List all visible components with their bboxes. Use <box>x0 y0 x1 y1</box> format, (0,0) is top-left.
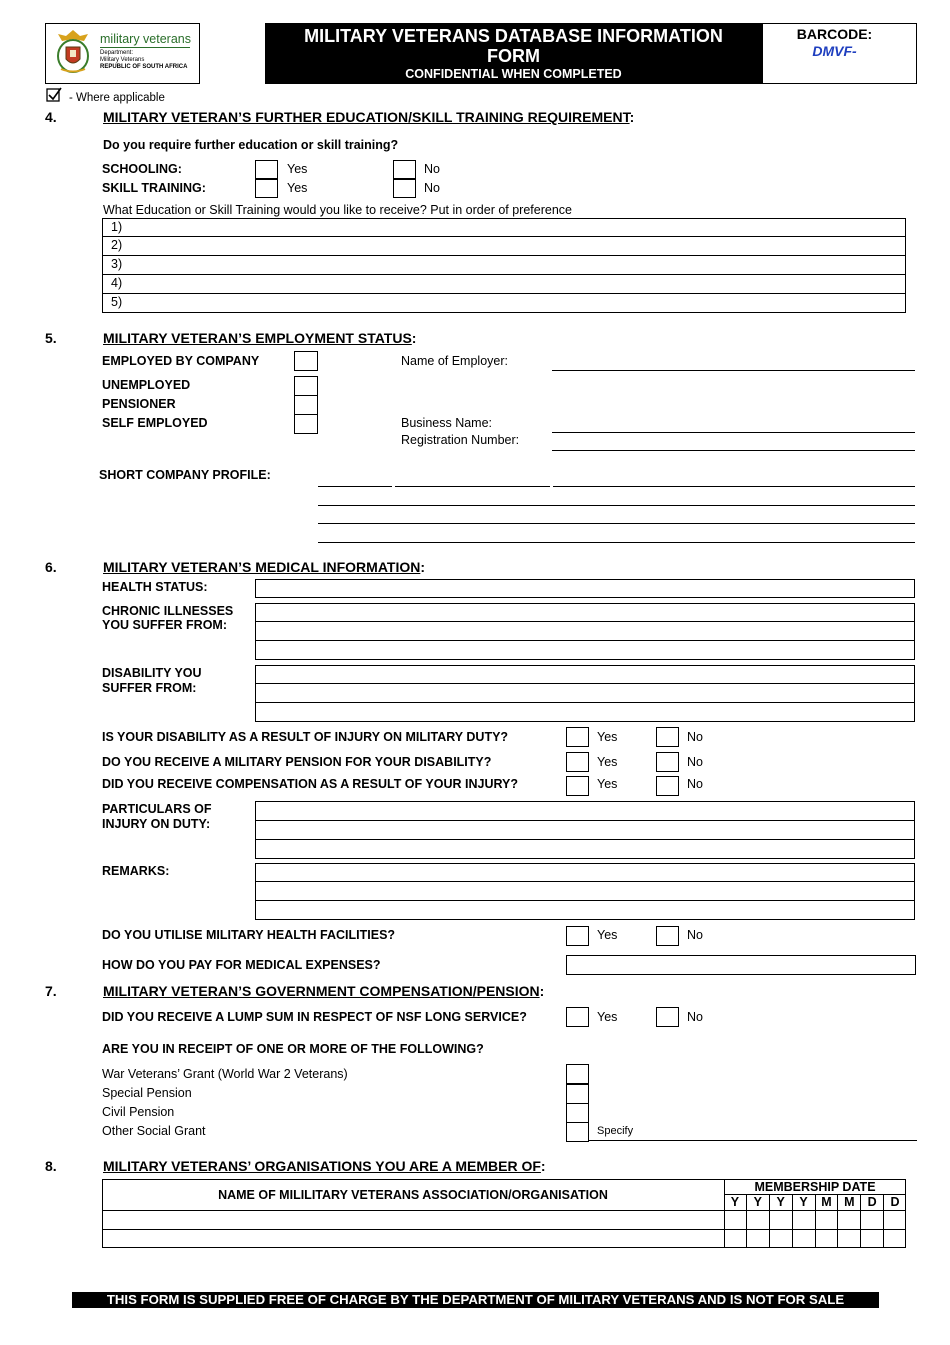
remarks-input-2[interactable] <box>255 882 915 901</box>
pension-question: DO YOU RECEIVE A MILITARY PENSION FOR YOUR DISABILITY? <box>102 755 492 769</box>
duty-no-label: No <box>687 730 703 744</box>
logo-line3: REPUBLIC OF SOUTH AFRICA <box>100 64 188 70</box>
chronic-input-2[interactable] <box>255 622 915 641</box>
health-status-input[interactable] <box>255 579 915 598</box>
date-cell-d1 <box>861 1194 884 1248</box>
facilities-yes-checkbox[interactable] <box>566 926 589 946</box>
pension-no-label: No <box>687 755 703 769</box>
business-name-label: Business Name: <box>401 416 493 430</box>
section-7-number: 7. <box>45 983 57 999</box>
section-4-title-colon: : <box>629 109 635 125</box>
lump-sum-no-checkbox[interactable] <box>656 1007 679 1027</box>
company-profile-line-3[interactable] <box>318 523 915 524</box>
preference-row-number: 2) <box>111 238 123 252</box>
preference-row-3[interactable] <box>102 256 906 275</box>
section-8-title-text: MILITARY VETERANS’ ORGANISATIONS YOU ARE A MEMBER OF <box>103 1158 541 1174</box>
section-6-title-text: MILITARY VETERAN’S MEDICAL INFORMATION <box>103 559 421 575</box>
disability-label-line1: DISABILITY YOU <box>102 666 202 680</box>
schooling-no-label: No <box>424 162 440 176</box>
membership-date-header: MEMBERSHIP DATE <box>754 1180 876 1194</box>
section-6-number: 6. <box>45 559 57 575</box>
business-name-input[interactable] <box>552 432 915 433</box>
company-profile-line-1a[interactable] <box>318 486 392 487</box>
registration-input[interactable] <box>552 450 915 451</box>
unemployed-checkbox[interactable] <box>294 376 318 396</box>
company-profile-line-1c[interactable] <box>553 486 915 487</box>
company-profile-line-2[interactable] <box>318 505 915 506</box>
lump-sum-yes-checkbox[interactable] <box>566 1007 589 1027</box>
pension-yes-checkbox[interactable] <box>566 752 589 772</box>
preference-row-number: 3) <box>111 257 123 271</box>
education-question: Do you require further education or skill training? <box>103 138 399 152</box>
skill-yes-label: Yes <box>287 181 308 195</box>
section-6-title-colon: : <box>420 559 426 575</box>
employed-checkbox[interactable] <box>294 351 318 371</box>
disability-input-3[interactable] <box>255 703 915 722</box>
logo-line2: Military Veterans <box>100 57 145 63</box>
grant-item-civil-pension: Civil Pension <box>102 1105 175 1119</box>
grant-item-other-social: Other Social Grant <box>102 1124 206 1138</box>
date-letter: D <box>890 1195 900 1209</box>
duty-yes-checkbox[interactable] <box>566 727 589 747</box>
remarks-label: REMARKS: <box>102 864 170 878</box>
company-profile-line-1b[interactable] <box>395 486 550 487</box>
preference-row-number: 1) <box>111 220 123 234</box>
date-letter: Y <box>776 1195 785 1209</box>
facilities-yes-label: Yes <box>597 928 618 942</box>
section-5-title-colon: : <box>411 330 417 346</box>
schooling-label: SCHOOLING: <box>102 162 182 176</box>
section-7-title <box>103 984 544 998</box>
date-letter: Y <box>753 1195 762 1209</box>
war-veterans-checkbox[interactable] <box>566 1064 589 1084</box>
barcode-box <box>762 23 917 84</box>
date-cell-m1 <box>816 1194 839 1248</box>
org-row-2[interactable] <box>103 1230 723 1247</box>
special-pension-checkbox[interactable] <box>566 1084 589 1104</box>
skill-training-label: SKILL TRAINING: <box>102 181 206 195</box>
employer-label: Name of Employer: <box>401 354 508 368</box>
barcode-value: DMVF- <box>812 43 857 59</box>
legend-text: - Where applicable <box>69 92 165 104</box>
form-subtitle: CONFIDENTIAL WHEN COMPLETED <box>405 67 622 81</box>
section-8-title-colon: : <box>540 1158 546 1174</box>
section-4-number: 4. <box>45 109 57 125</box>
particulars-input-3[interactable] <box>255 840 915 859</box>
org-row-1[interactable] <box>103 1211 723 1229</box>
duty-no-checkbox[interactable] <box>656 727 679 747</box>
logo-brand: military veterans <box>100 32 191 46</box>
pensioner-label: PENSIONER <box>102 397 176 411</box>
particulars-label-line2: INJURY ON DUTY: <box>102 817 211 831</box>
pension-no-checkbox[interactable] <box>656 752 679 772</box>
receipt-question: ARE YOU IN RECEIPT OF ONE OR MORE OF THE FOLLOWING? <box>102 1042 484 1056</box>
employed-label: EMPLOYED BY COMPANY <box>102 354 260 368</box>
skill-yes-checkbox[interactable] <box>255 179 278 198</box>
date-letter: M <box>844 1195 855 1209</box>
barcode-label: BARCODE: <box>796 26 873 42</box>
section-5-title <box>103 331 416 345</box>
date-letter-cells <box>724 1194 906 1248</box>
section-7-title-text: MILITARY VETERAN’S GOVERNMENT COMPENSATION/PENSION <box>103 983 540 999</box>
facilities-no-label: No <box>687 928 703 942</box>
preference-row-5[interactable] <box>102 294 906 313</box>
health-status-label: HEALTH STATUS: <box>102 580 208 594</box>
pension-yes-label: Yes <box>597 755 618 769</box>
skill-no-checkbox[interactable] <box>393 179 416 198</box>
section-4-title-text: MILITARY VETERAN’S FURTHER EDUCATION/SKILL TRAINING REQUIREMENT <box>103 109 630 125</box>
company-profile-label: SHORT COMPANY PROFILE: <box>99 468 271 482</box>
preference-row-number: 5) <box>111 295 123 309</box>
date-cell-m2 <box>838 1194 861 1248</box>
date-letter: D <box>867 1195 877 1209</box>
disability-label-line2: SUFFER FROM: <box>102 681 197 695</box>
civil-pension-checkbox[interactable] <box>566 1103 589 1123</box>
grant-item-special-pension: Special Pension <box>102 1086 192 1100</box>
date-letter: M <box>821 1195 832 1209</box>
schooling-no-checkbox[interactable] <box>393 160 416 179</box>
preference-row-number: 4) <box>111 276 123 290</box>
specify-label: Specify <box>597 1125 634 1137</box>
section-5-title-text: MILITARY VETERAN’S EMPLOYMENT STATUS <box>103 330 412 346</box>
chronic-input-1[interactable] <box>255 603 915 622</box>
disability-input-2[interactable] <box>255 684 915 703</box>
particulars-input-1[interactable] <box>255 801 915 821</box>
other-social-checkbox[interactable] <box>566 1122 589 1142</box>
section-6-title <box>103 560 425 574</box>
disability-input-1[interactable] <box>255 665 915 684</box>
medical-payment-question: HOW DO YOU PAY FOR MEDICAL EXPENSES? <box>102 958 381 972</box>
facilities-no-checkbox[interactable] <box>656 926 679 946</box>
lump-sum-yes-label: Yes <box>597 1010 618 1024</box>
schooling-yes-label: Yes <box>287 162 308 176</box>
compensation-no-label: No <box>687 777 703 791</box>
preference-row-4[interactable] <box>102 275 906 294</box>
coat-of-arms-icon <box>53 27 93 75</box>
section-7-title-colon: : <box>539 983 545 999</box>
grant-item-war-veterans: War Veterans’ Grant (World War 2 Veterans) <box>102 1067 348 1081</box>
org-name-header: NAME OF MILILITARY VETERANS ASSOCIATION/ORGANISATION <box>218 1188 608 1202</box>
chronic-label-line1: CHRONIC ILLNESSES <box>102 604 234 618</box>
duty-yes-label: Yes <box>597 730 618 744</box>
preference-row-1[interactable] <box>102 218 906 237</box>
preference-label: What Education or Skill Training would you like to receive? Put in order of preference <box>103 203 572 217</box>
facilities-question: DO YOU UTILISE MILITARY HEALTH FACILITIES? <box>102 928 396 942</box>
particulars-label-line1: PARTICULARS OF <box>102 802 212 816</box>
chronic-label-line2: YOU SUFFER FROM: <box>102 618 227 632</box>
section-8-title <box>103 1159 546 1173</box>
section-8-number: 8. <box>45 1158 57 1174</box>
form-title-line1: MILITARY VETERANS DATABASE INFORMATION <box>304 26 723 46</box>
date-cell-y1 <box>724 1194 747 1248</box>
form-title-line2: FORM <box>487 46 540 66</box>
unemployed-label: UNEMPLOYED <box>102 378 191 392</box>
chronic-input-3[interactable] <box>255 641 915 660</box>
compensation-yes-checkbox[interactable] <box>566 776 589 796</box>
date-cell-y3 <box>770 1194 793 1248</box>
skill-no-label: No <box>424 181 440 195</box>
logo-line1: Department: <box>100 50 134 56</box>
duty-question: IS YOUR DISABILITY AS A RESULT OF INJURY ON MILITARY DUTY? <box>102 730 509 744</box>
compensation-no-checkbox[interactable] <box>656 776 679 796</box>
specify-input[interactable] <box>589 1140 917 1141</box>
compensation-yes-label: Yes <box>597 777 618 791</box>
company-profile-line-4[interactable] <box>318 542 915 543</box>
remarks-input-1[interactable] <box>255 863 915 882</box>
section-5-number: 5. <box>45 330 57 346</box>
registration-label: Registration Number: <box>401 433 520 447</box>
date-letter: Y <box>799 1195 808 1209</box>
lump-sum-question: DID YOU RECEIVE A LUMP SUM IN RESPECT OF NSF LONG SERVICE? <box>102 1010 527 1024</box>
self-employed-label: SELF EMPLOYED <box>102 416 208 430</box>
checkbox-checked-icon <box>46 87 62 103</box>
preference-row-2[interactable] <box>102 237 906 256</box>
logo-divider <box>100 47 190 48</box>
section-4-title <box>103 110 634 124</box>
medical-payment-input[interactable] <box>566 955 916 975</box>
date-letter: Y <box>730 1195 740 1209</box>
schooling-yes-checkbox[interactable] <box>255 160 278 179</box>
date-cell-y2 <box>747 1194 770 1248</box>
footer-notice: THIS FORM IS SUPPLIED FREE OF CHARGE BY THE DEPARTMENT OF MILITARY VETERANS AND IS NOT FOR SALE <box>72 1292 879 1308</box>
remarks-input-3[interactable] <box>255 901 915 920</box>
header-title-block <box>265 23 762 84</box>
self-employed-checkbox[interactable] <box>294 414 318 434</box>
pensioner-checkbox[interactable] <box>294 395 318 415</box>
date-cell-d2 <box>884 1194 906 1248</box>
lump-sum-no-label: No <box>687 1010 703 1024</box>
date-cell-y4 <box>793 1194 816 1248</box>
employer-input[interactable] <box>552 370 915 371</box>
particulars-input-2[interactable] <box>255 821 915 840</box>
compensation-question: DID YOU RECEIVE COMPENSATION AS A RESULT OF YOUR INJURY? <box>102 777 519 791</box>
